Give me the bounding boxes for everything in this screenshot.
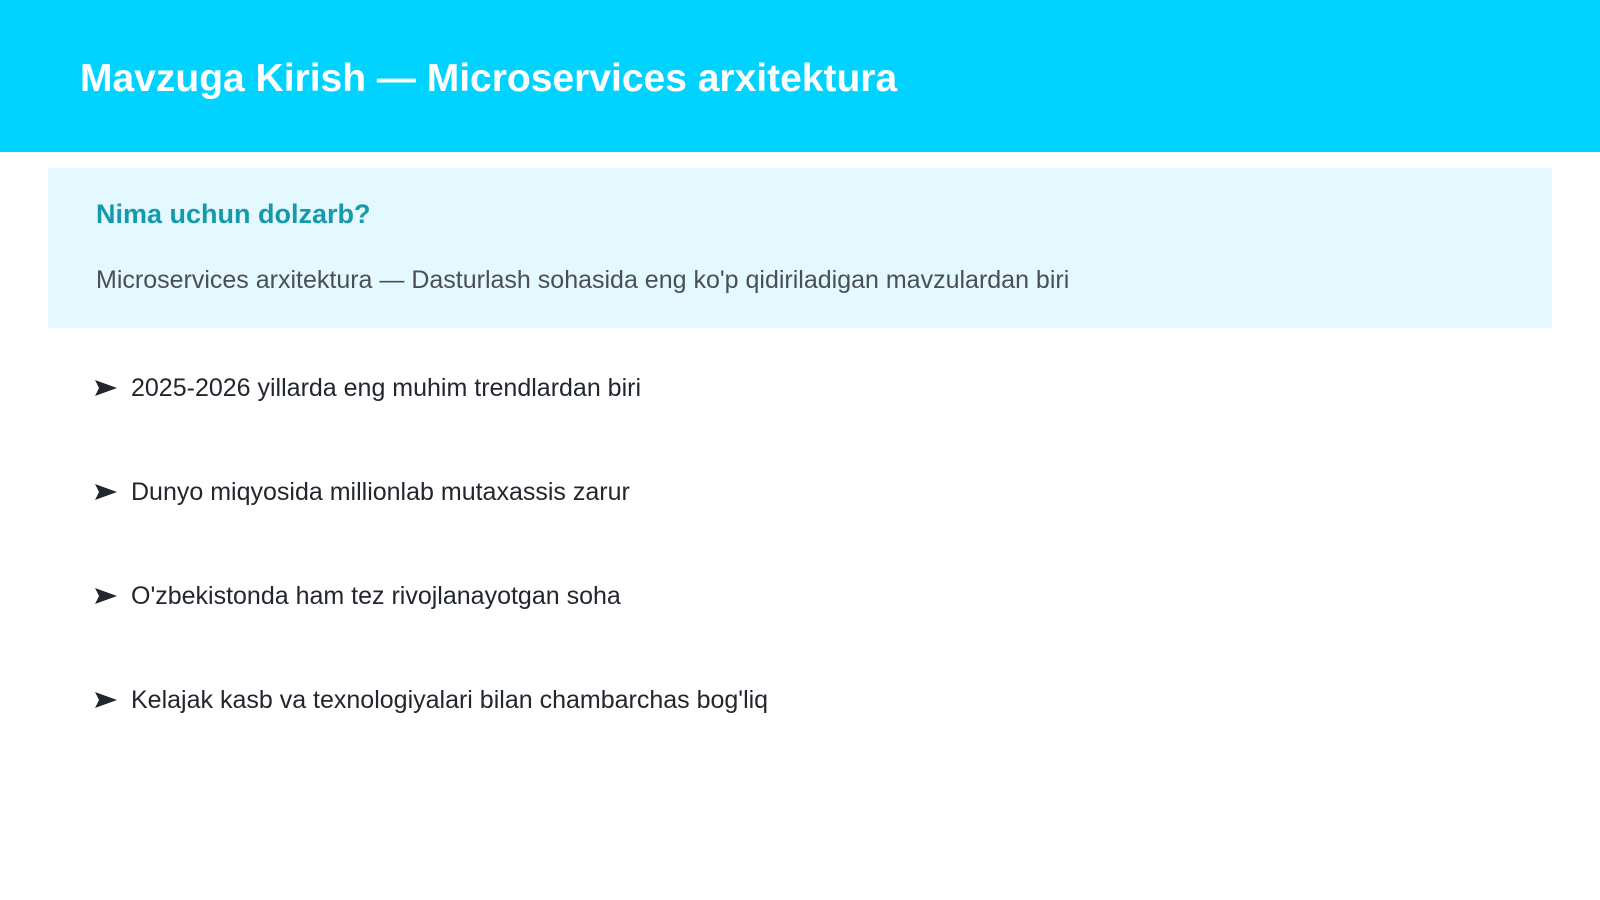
slide-header [0, 0, 1600, 152]
triangle-right-icon [95, 578, 119, 614]
bullet-list [95, 370, 768, 786]
triangle-right-icon [95, 682, 119, 718]
callout-heading: Nima uchun dolzarb? [96, 199, 371, 229]
slide-title: Mavzuga Kirish — Microservices arxitektura [80, 57, 898, 100]
triangle-right-icon [95, 474, 119, 510]
bullet-text: O'zbekistonda ham tez rivojlanayotgan soha [131, 582, 621, 610]
bullet-text: Dunyo miqyosida millionlab mutaxassis zarur [131, 478, 630, 506]
bullet-text: 2025-2026 yillarda eng muhim trendlardan biri [131, 374, 642, 402]
bullet-item [95, 370, 768, 474]
bullet-text: Kelajak kasb va texnologiyalari bilan chambarchas bog'liq [131, 686, 769, 714]
triangle-right-icon [95, 370, 119, 406]
bullet-item [95, 682, 768, 786]
callout-box [48, 168, 1552, 328]
callout-text: Microservices arxitektura — Dasturlash sohasida eng ko'p qidiriladigan mavzulardan biri [96, 266, 1070, 294]
bullet-item [95, 474, 768, 578]
bullet-item [95, 578, 768, 682]
